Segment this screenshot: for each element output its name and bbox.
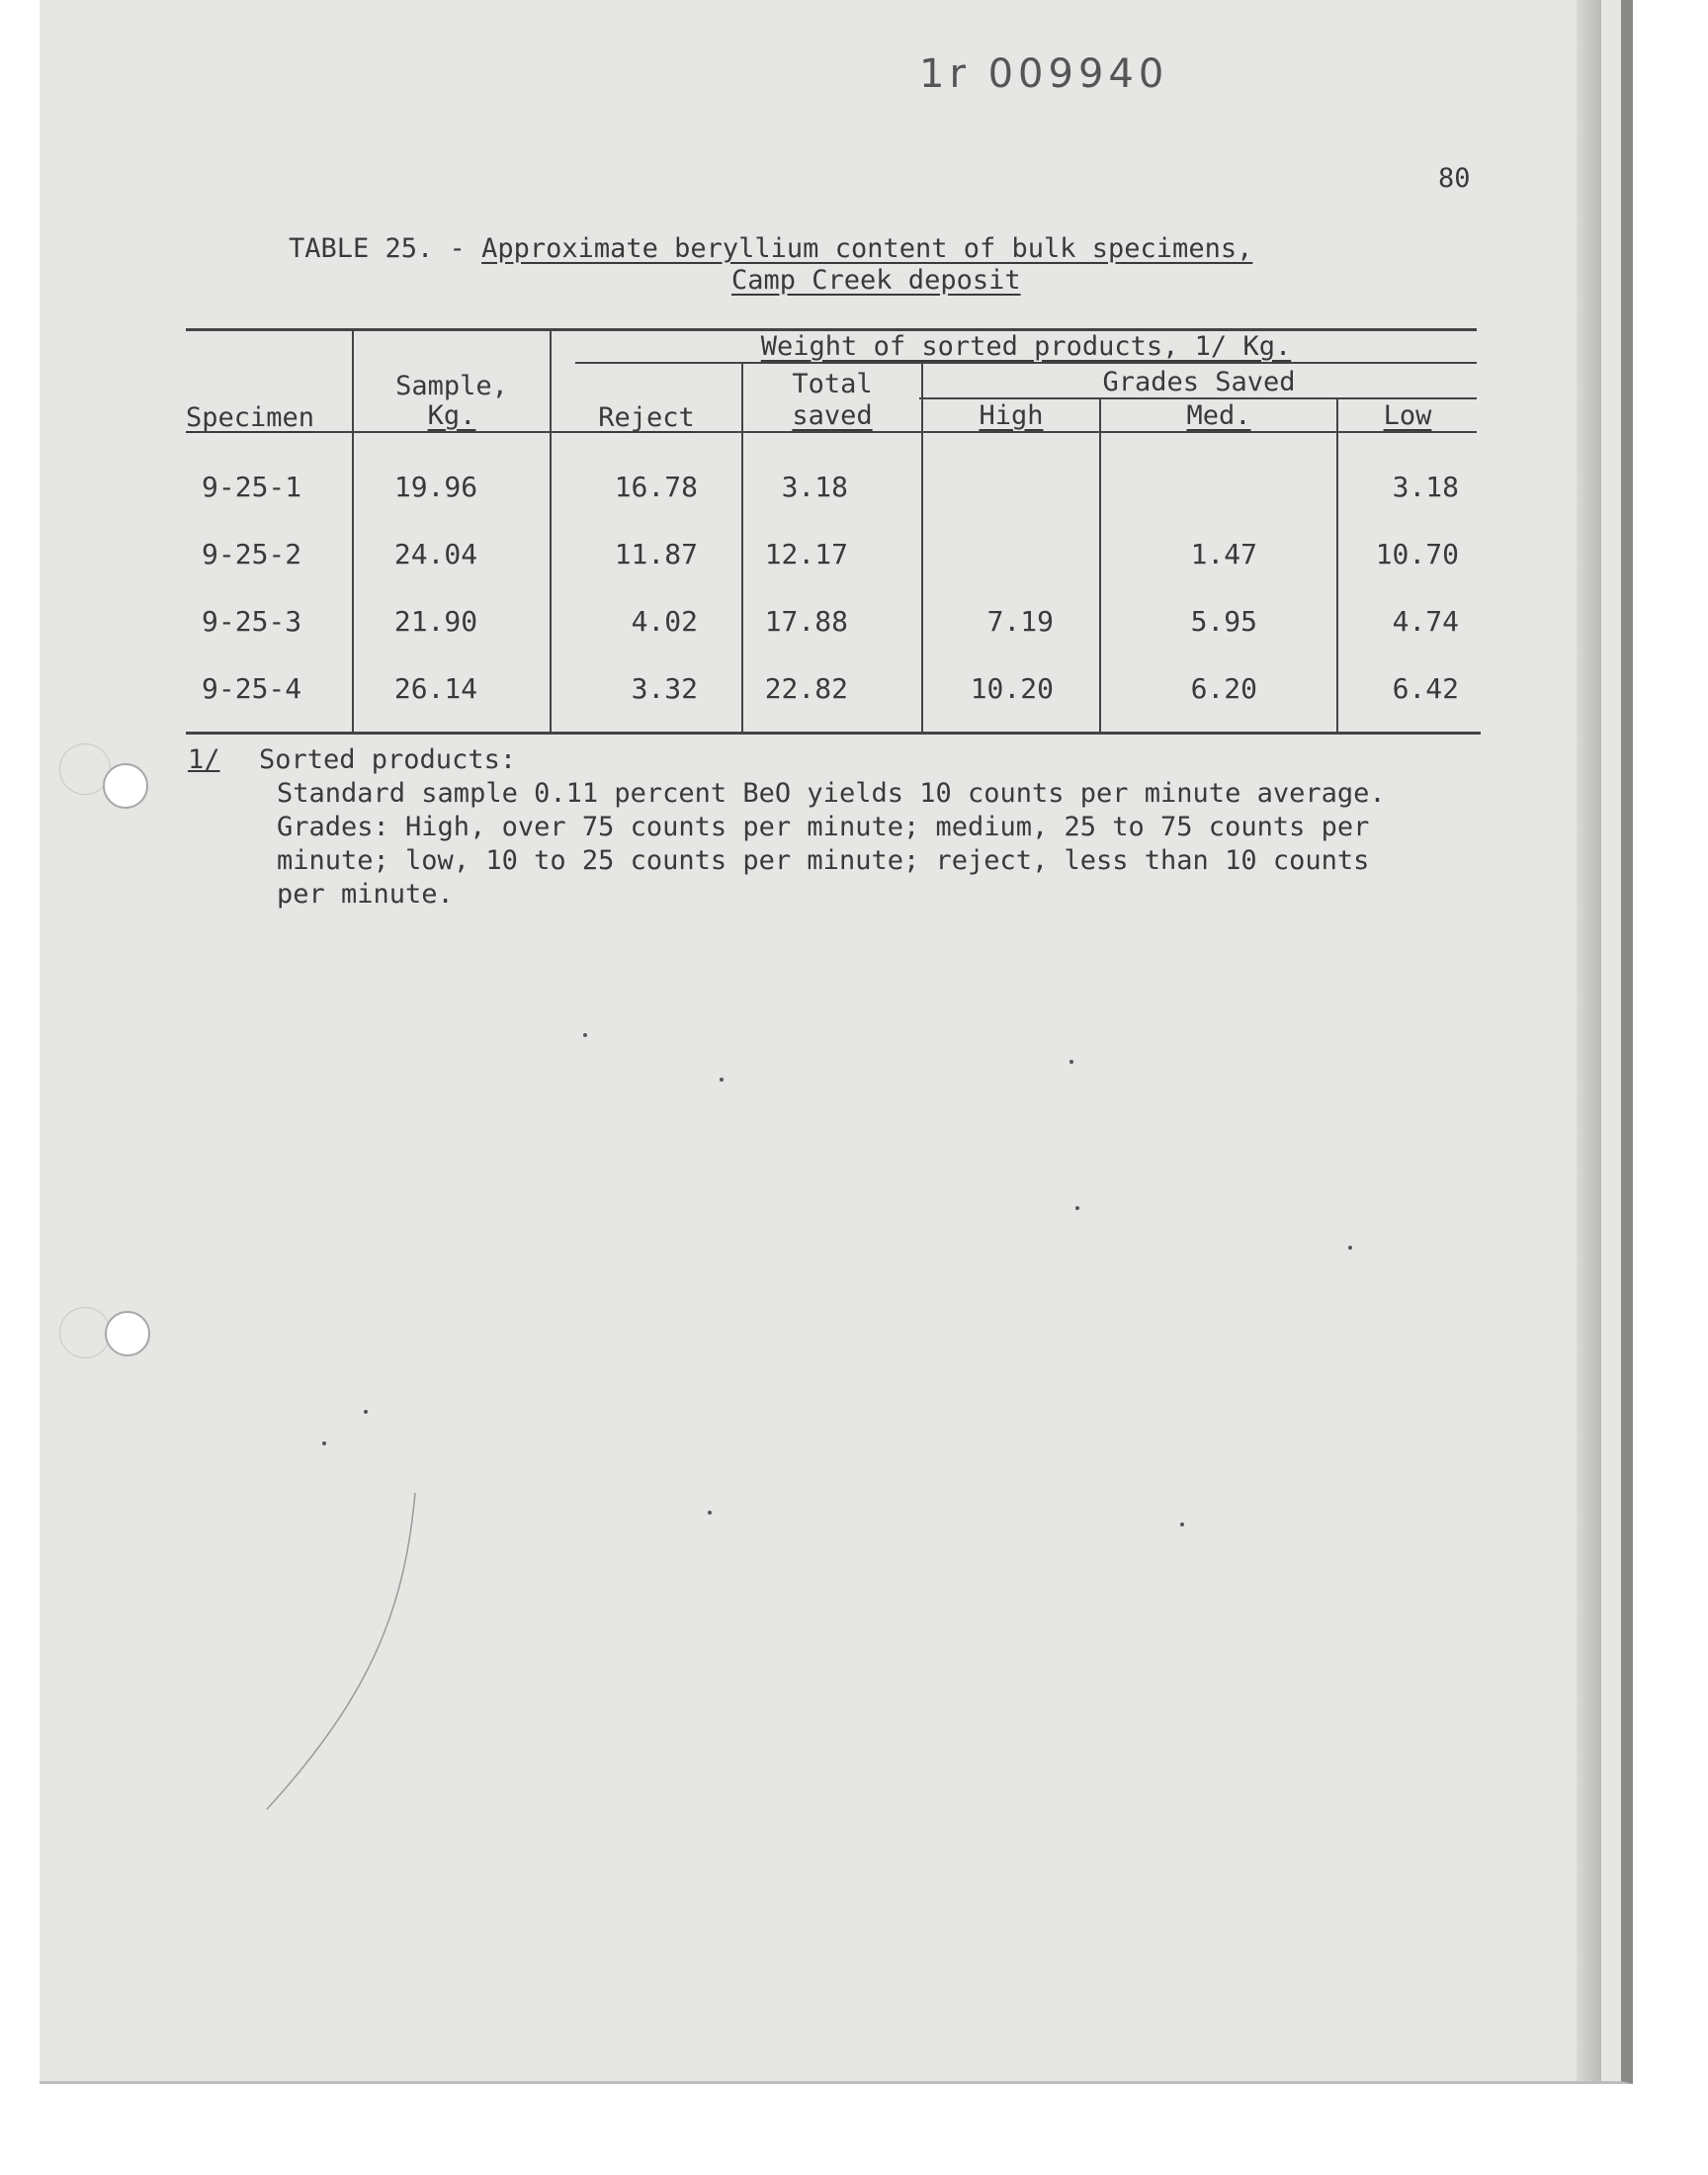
cell-specimen: 9-25-2 [202, 538, 302, 570]
group-header-rule [575, 362, 1477, 364]
cell-sample: 26.14 [393, 672, 478, 705]
cell-reject: 16.78 [614, 471, 698, 503]
scan-speck [322, 1441, 326, 1445]
cell-sample: 21.90 [393, 605, 478, 638]
footnote-line: Standard sample 0.11 percent BeO yields 10 counts per minute average. [277, 778, 1386, 809]
col-header-med: Med. [1186, 400, 1251, 431]
scan-speck [708, 1511, 712, 1515]
binder-hole-shadow [59, 1307, 111, 1358]
cell-high: 10.20 [970, 672, 1054, 705]
table-bottom-rule [186, 732, 1481, 735]
cell-med: 1.47 [1190, 538, 1257, 570]
cell-total: 22.82 [764, 672, 848, 705]
header-bottom-rule [186, 431, 1477, 433]
grades-header-rule [919, 397, 1477, 399]
table-title-prefix: TABLE 25. - [289, 233, 482, 264]
scan-speck [583, 1033, 587, 1037]
table-subtitle-text: Camp Creek deposit [731, 265, 1021, 296]
cell-total: 3.18 [781, 471, 848, 503]
cell-specimen: 9-25-1 [202, 471, 302, 503]
cell-specimen: 9-25-4 [202, 672, 302, 705]
scan-speck [1075, 1206, 1079, 1210]
col-header-sample-line2: Kg. [427, 400, 476, 431]
scan-speck [1180, 1522, 1184, 1526]
column-divider [1099, 397, 1101, 735]
page-edge-shadow [1577, 0, 1601, 2081]
cell-low: 4.74 [1392, 605, 1459, 638]
col-header-sample-line1: Sample, [395, 371, 508, 401]
cell-total: 12.17 [764, 538, 848, 570]
col-header-reject: Reject [598, 402, 695, 433]
cell-reject: 3.32 [631, 672, 698, 705]
cell-sample: 19.96 [393, 471, 478, 503]
footnote-line: per minute. [277, 879, 454, 910]
binder-hole-bottom [105, 1311, 150, 1356]
binder-hole-top [103, 763, 148, 809]
col-header-high: High [979, 400, 1044, 431]
col-header-specimen: Specimen [186, 402, 315, 433]
grades-saved-header: Grades Saved [1102, 367, 1296, 397]
col-header-low: Low [1383, 400, 1432, 431]
cell-low: 10.70 [1375, 538, 1459, 570]
footnote-line: Grades: High, over 75 counts per minute; medium, 25 to 75 counts per [277, 812, 1370, 842]
col-header-total-line2: saved [792, 400, 873, 431]
cell-low: 3.18 [1392, 471, 1459, 503]
table-title-text: Approximate beryllium content of bulk specimens, [481, 233, 1253, 264]
group-header: Weight of sorted products, 1/ Kg. [760, 331, 1292, 362]
footnote-heading: Sorted products: [259, 744, 517, 775]
footnote-marker: 1/ [188, 744, 220, 775]
footnote-line: minute; low, 10 to 25 counts per minute; reject, less than 10 counts [277, 845, 1370, 876]
column-divider [550, 331, 552, 735]
cell-low: 6.42 [1392, 672, 1459, 705]
scan-speck [1348, 1246, 1352, 1250]
scan-speck [1069, 1060, 1073, 1064]
table-subtitle [731, 265, 1021, 297]
cell-total: 17.88 [764, 605, 848, 638]
scan-speck [364, 1410, 368, 1414]
table-title [289, 233, 1252, 265]
cell-reject: 4.02 [631, 605, 698, 638]
column-divider [1336, 397, 1338, 735]
cell-med: 5.95 [1190, 605, 1257, 638]
document-stamp-number: 1r 009940 [919, 51, 1169, 97]
scan-speck [720, 1078, 724, 1082]
cell-sample: 24.04 [393, 538, 478, 570]
pencil-stray-mark [257, 1483, 435, 1819]
cell-med: 6.20 [1190, 672, 1257, 705]
col-header-total-line1: Total [792, 369, 873, 399]
cell-specimen: 9-25-3 [202, 605, 302, 638]
page-number: 80 [1438, 163, 1471, 194]
cell-reject: 11.87 [614, 538, 698, 570]
cell-high: 7.19 [986, 605, 1054, 638]
